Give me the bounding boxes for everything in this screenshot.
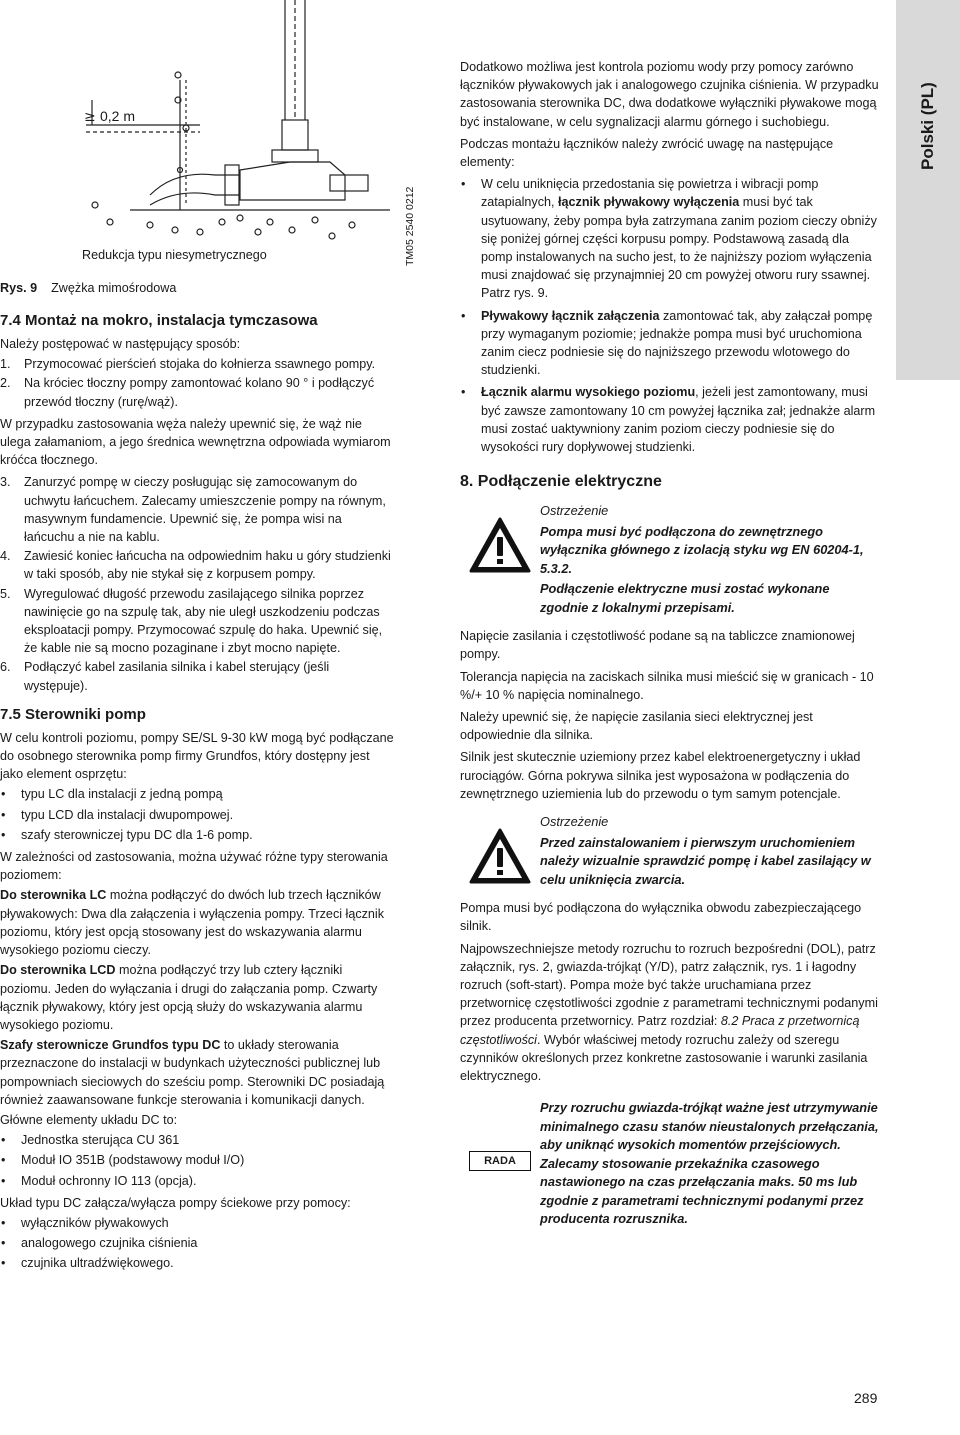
warning-line: Podłączenie elektryczne musi zostać wykonane zgodnie z lokalnymi przepisami.: [540, 581, 830, 615]
advice-label: RADA: [469, 1151, 531, 1171]
section-7-4-intro: Należy postępować w następujący sposób:: [0, 337, 241, 351]
list-item: • Moduł ochronny IO 113 (opcja).: [0, 1172, 395, 1190]
electric-paragraph-6: Najpowszechniejsze metody rozruchu to rozruch bezpośredni (DOL), patrz załącznik, rys. 2, gwiazda-trójkąt (Y/D), patrz załącznik, rys. 1 i łagodny rozruch (soft-start). Pompa może być także uruchamiana przez przetwornicę częstotliwości zgodnie z parametrami technicznymi podanymi przez producenta przetwornicy. Patrz rozdział: 8.2 Praca z przetwornicą częstotliwości. Wybór właściwej metody rozruchu zależy od szeregu czynników określonych przez konkretne zastosowanie i warunki zasilania elektrycznego.: [460, 941, 878, 1083]
list-item: • Pływakowy łącznik załączenia zamontować tak, aby załączał pompę przy wymaganym poziomie; jednakże pompa musi być uruchomiona zanim ciecz podniesie się do najniższego przewodu wlotowego do studzienki.: [460, 307, 880, 380]
list-item: • wyłączników pływakowych: [0, 1214, 395, 1232]
list-item: • typu LC dla instalacji z jedną pompą: [0, 785, 395, 803]
warning-line: Przed zainstalowaniem i pierwszym uruchomieniem należy wizualnie sprawdzić pompę i kabel zasilający w celu uniknięcia zwarcia.: [540, 834, 871, 887]
greater-equal-icon: ≥: [84, 109, 96, 125]
right-column: [460, 58, 880, 1237]
dc-paragraph: Szafy sterownicze Grundfos typu DC to układy sterowania przeznaczone do instalacji w budynkach użyteczności publicznej lub pompowniach sieciowych do sześciu pomp. Sterowniki DC posiadają również zaawansowane funkcje sterowania i komunikacji danych.: [0, 1038, 385, 1107]
warning-triangle-icon: [460, 813, 540, 885]
float-bullets: [460, 175, 880, 456]
warning-title: Ostrzeżenie: [540, 814, 609, 830]
float-paragraph-2: Podczas montażu łączników należy zwrócić uwagę na następujące elementy:: [460, 136, 834, 170]
eccentric-reducer-figure: [0, 0, 400, 250]
figure-code: TM05 2540 0212: [404, 186, 416, 266]
list-item: • Łącznik alarmu wysokiego poziomu, jeżeli jest zamontowany, musi być zawsze zamontowany 10 cm powyżej łącznika zał; jednakże alarm musi zostać uaktywniony zanim poziom cieczy podniesie się do wysokości rury dopływowej studzienki.: [460, 383, 880, 456]
list-item: 1. Przymocować pierścień stojaka do kołnierza ssawnego pompy.: [0, 357, 376, 372]
advice-block: [460, 1099, 880, 1229]
list-item: 5. Wyregulować długość przewodu zasilającego silnika poprzez nawinięcie go na szpulę tak, aby nie uległ uszkodzeniu podczas eksploatacji pompy. Przymocować szpulę do haka. Upewnić się, że kable nie są mocno pozaginane i zbyt mocno napięte.: [0, 586, 383, 656]
page-number: 289: [854, 1390, 878, 1406]
figure-label: [0, 281, 176, 295]
language-tab: Polski (PL): [896, 0, 960, 380]
lcd-paragraph: Do sterownika LCD można podłączyć trzy lub cztery łączniki poziomu. Jeden do wyłączania i drugi do załączania pomp. Czwarty łącznik pływakowy, który jest opcją służy do wskazywania alarmu wysokiego poziomu.: [0, 963, 378, 1032]
warning-triangle-icon: [460, 502, 540, 574]
warning-block-2: [460, 813, 880, 891]
figure-dimension-label: 0,2 m: [100, 108, 136, 124]
warning-block-1: [460, 502, 880, 619]
list-item: • Jednostka sterująca CU 361: [0, 1131, 395, 1149]
list-item: 6. Podłączyć kabel zasilania silnika i kabel sterujący (jeśli występuje).: [0, 660, 330, 693]
list-item: 3. Zanurzyć pompę w cieczy posługując się zamocowanym do uchwytu łańcuchem. Zalecamy umieszczenie pompy na równym, masywnym fundamencie. Upewnić się, że pompa wisi na łańcuchu a nie na kablu.: [0, 475, 386, 545]
left-column: [0, 305, 395, 1277]
lc-paragraph: Do sterownika LC można podłączyć do dwóch lub trzech łączników pływakowych: Dwa dla załączenia i wyłączenia pompy. Trzeci łącznik poziomu, który jest opcją stosowany jest do wskazywania alarmu wysokiego poziomu cieczy.: [0, 888, 385, 958]
list-item: • typu LCD dla instalacji dwupompowej.: [0, 806, 395, 824]
dc-switch-intro: Układ typu DC załącza/wyłącza pompy ściekowe przy pomocy:: [0, 1195, 351, 1210]
float-paragraph-1: Dodatkowo możliwa jest kontrola poziomu wody przy pomocy zarówno łączników pływakowych jak i analogowego czujnika ciśnienia. W przypadku zastosowania sterownika DC, dwa dodatkowe wyłączniki pływakowe mogą być instalowane, w celu sygnalizacji alarmu górnego i suchobiegu.: [460, 60, 879, 129]
controllers-list: [0, 785, 395, 844]
figure-caption-reducer: Redukcja typu niesymetrycznego: [82, 248, 267, 262]
electric-paragraph-2: Tolerancja napięcia na zaciskach silnika musi mieścić się w granicach - 10 %/+ 10 % napięcia nominalnego.: [460, 669, 874, 702]
section-8-title: 8. Podłączenie elektryczne: [460, 473, 662, 491]
dc-elements-intro: Główne elementy układu DC to:: [0, 1112, 178, 1127]
sensors-intro: W zależności od zastosowania, można używać różne typy sterowania poziomem:: [0, 850, 388, 883]
section-7-5-intro: W celu kontroli poziomu, pompy SE/SL 9-30 kW mogą być podłączane do osobnego sterownika pomp firmy Grundfos, który dostępny jest jako element osprzętu:: [0, 730, 394, 782]
figure-title: Zwężka mimośrodowa: [51, 281, 177, 295]
section-7-4-title: 7.4 Montaż na mokro, instalacja tymczasowa: [0, 312, 318, 329]
list-item: • szafy sterowniczej typu DC dla 1-6 pomp.: [0, 826, 395, 844]
warning-title: Ostrzeżenie: [540, 503, 609, 519]
electric-paragraph-3: Należy upewnić się, że napięcie zasilania sieci elektrycznej jest odpowiednie dla silnika.: [460, 710, 813, 743]
steps-list-a: [0, 355, 395, 411]
electric-paragraph-1: Napięcie zasilania i częstotliwość podane są na tabliczce znamionowej pompy.: [460, 629, 855, 662]
hose-note: W przypadku zastosowania węża należy upewnić się, że wąż nie ulega załamaniom, a jego średnica wewnętrzna odpowiada wymiarom króćca tłocznego.: [0, 416, 391, 468]
list-item: • analogowego czujnika ciśnienia: [0, 1234, 395, 1252]
list-item: • czujnika ultradźwiękowego.: [0, 1254, 395, 1272]
dc-elements-list: [0, 1131, 395, 1190]
list-item: • W celu uniknięcia przedostania się powietrza i wibracji pomp zatapialnych, łącznik pływakowy wyłączenia musi być tak usytuowany, żeby pompa była zatrzymana zanim poziom cieczy obniży się poniżej górnej części korpusu pompy. Podstawową zasadą dla pomp instalowanych na sucho jest, to że najniższy poziom wyłączenia musi znajdować się przynajmniej 20 cm powyżej otworu rury ssawnej. Patrz rys. 9.: [460, 175, 880, 302]
steps-list-b: [0, 473, 395, 694]
advice-text: Przy rozruchu gwiazda-trójkąt ważne jest utrzymywanie minimalnego czasu stanów nieustalonych przełączania, aby uniknąć wysokich momentów przejściowych. Zalecamy stosowanie przekaźnika czasowego nastawionego na czas przełączania maks. 50 ms lub zgodnie z parametrami technicznymi podanymi przez producenta rozrusznika.: [540, 1100, 879, 1227]
list-item: 2. Na króciec tłoczny pompy zamontować kolano 90 ° i podłączyć przewód tłoczny (rurę/wąż).: [0, 376, 375, 409]
section-7-5-title: 7.5 Sterowniki pomp: [0, 705, 146, 723]
figure-number: Rys. 9: [0, 281, 38, 295]
electric-paragraph-5: Pompa musi być podłączona do wyłącznika obwodu zabezpieczającego silnik.: [460, 901, 862, 934]
electric-paragraph-4: Silnik jest skutecznie uziemiony przez kabel elektroenergetyczny i układ rurociągów. Górna pokrywa silnika jest wyposażona w podłączenia do zewnętrznego uziemienia lub do przewodu o tym samym potencjale.: [460, 750, 861, 801]
dc-switch-list: [0, 1214, 395, 1273]
warning-line: Pompa musi być podłączona do zewnętrznego wyłącznika głównego z izolacją styku wg EN 60204-1, 5.3.2.: [540, 523, 864, 576]
list-item: • Moduł IO 351B (podstawowy moduł I/O): [0, 1151, 395, 1169]
list-item: 4. Zawiesić koniec łańcucha na odpowiednim haku u góry studzienki w taki sposób, aby nie stykał się z korpusem pompy.: [0, 549, 391, 582]
